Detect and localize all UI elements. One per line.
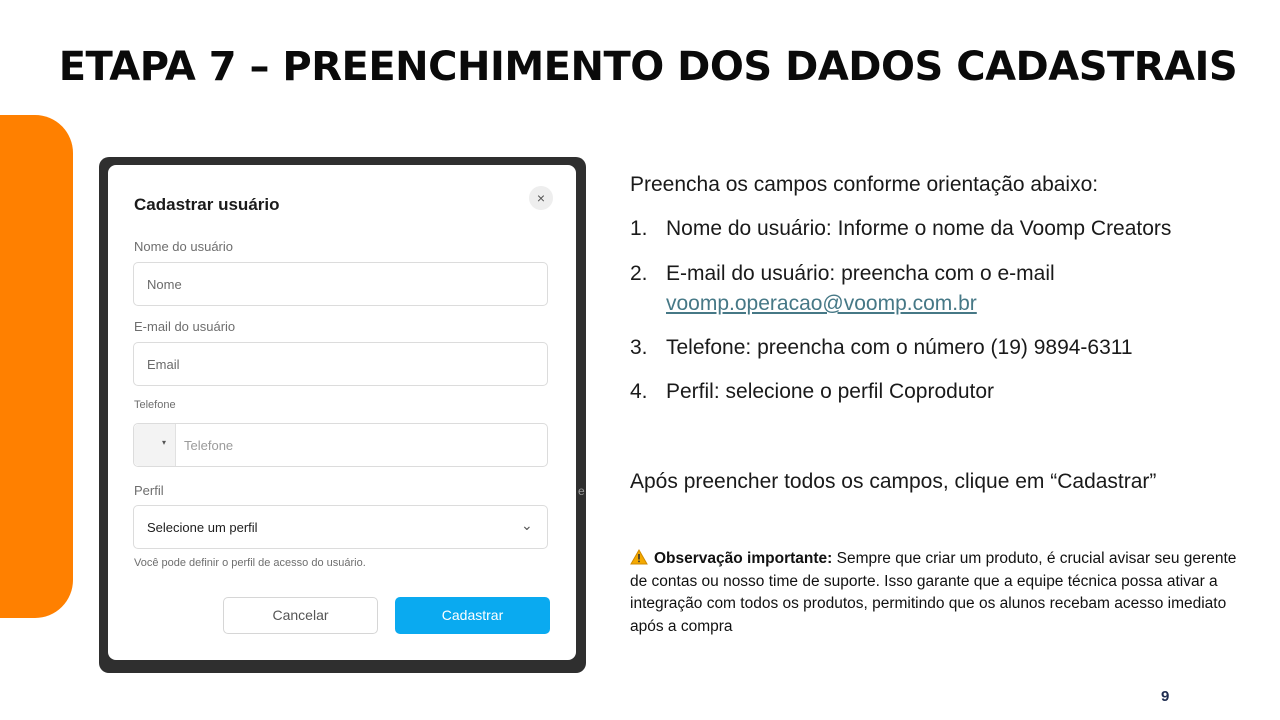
profile-selected-value: Selecione um perfil: [147, 520, 258, 535]
note-label: Observação importante:: [654, 550, 833, 567]
instructions-intro: Preencha os campos conforme orientação abaixo:: [630, 173, 1099, 196]
country-code-select[interactable]: [134, 424, 176, 466]
close-icon[interactable]: ×: [529, 186, 553, 210]
submit-button[interactable]: Cadastrar: [395, 597, 550, 634]
email-link[interactable]: voomp.operacao@voomp.com.br: [666, 292, 977, 315]
profile-helper-text: Você pode definir o perfil de acesso do usuário.: [134, 557, 366, 569]
step-text: Nome do usuário: Informe o nome da Voomp Creators: [666, 217, 1172, 240]
email-input[interactable]: [133, 342, 548, 386]
slide-title: ETAPA 7 – PREENCHIMENTO DOS DADOS CADASTRAIS: [58, 44, 1238, 90]
step-text: Telefone: preencha com o número (19) 9894-6311: [666, 336, 1133, 359]
background-text-fragment: e: [578, 484, 585, 498]
name-placeholder: Nome: [147, 277, 182, 292]
important-note: [630, 548, 1242, 638]
after-instruction: Após preencher todos os campos, clique em “Cadastrar”: [630, 470, 1157, 493]
step-number: 2.: [630, 262, 648, 285]
warning-icon: [630, 549, 648, 565]
name-input[interactable]: [133, 262, 548, 306]
profile-select[interactable]: [133, 505, 548, 549]
phone-placeholder: Telefone: [184, 438, 234, 453]
cancel-button[interactable]: Cancelar: [223, 597, 378, 634]
chevron-down-icon: ⌄: [521, 517, 533, 533]
register-user-dialog: [108, 165, 576, 660]
page-number: 9: [1161, 688, 1170, 705]
step-number: 3.: [630, 336, 648, 359]
chevron-down-icon: ▾: [162, 438, 167, 447]
phone-input[interactable]: [133, 423, 548, 467]
step-number: 4.: [630, 380, 648, 403]
phone-label: Telefone: [134, 399, 176, 411]
email-placeholder: Email: [147, 357, 180, 372]
step-text: E-mail do usuário: preencha com o e-mail: [666, 262, 1055, 285]
orange-accent-bar: [0, 115, 73, 618]
note-text: Sempre que criar um produto, é crucial avisar seu gerente de contas ou nosso time de suporte. Isso garante que a equipe técnica possa ativar a integração com todos os produtos, permitindo que os alunos recebam acesso imediato após a compra: [630, 550, 1237, 635]
name-label: Nome do usuário: [134, 239, 233, 254]
step-number: 1.: [630, 217, 648, 240]
dialog-title: Cadastrar usuário: [134, 195, 280, 214]
step-text: Perfil: selecione o perfil Coprodutor: [666, 380, 995, 403]
profile-label: Perfil: [134, 483, 164, 498]
email-label: E-mail do usuário: [134, 319, 236, 334]
